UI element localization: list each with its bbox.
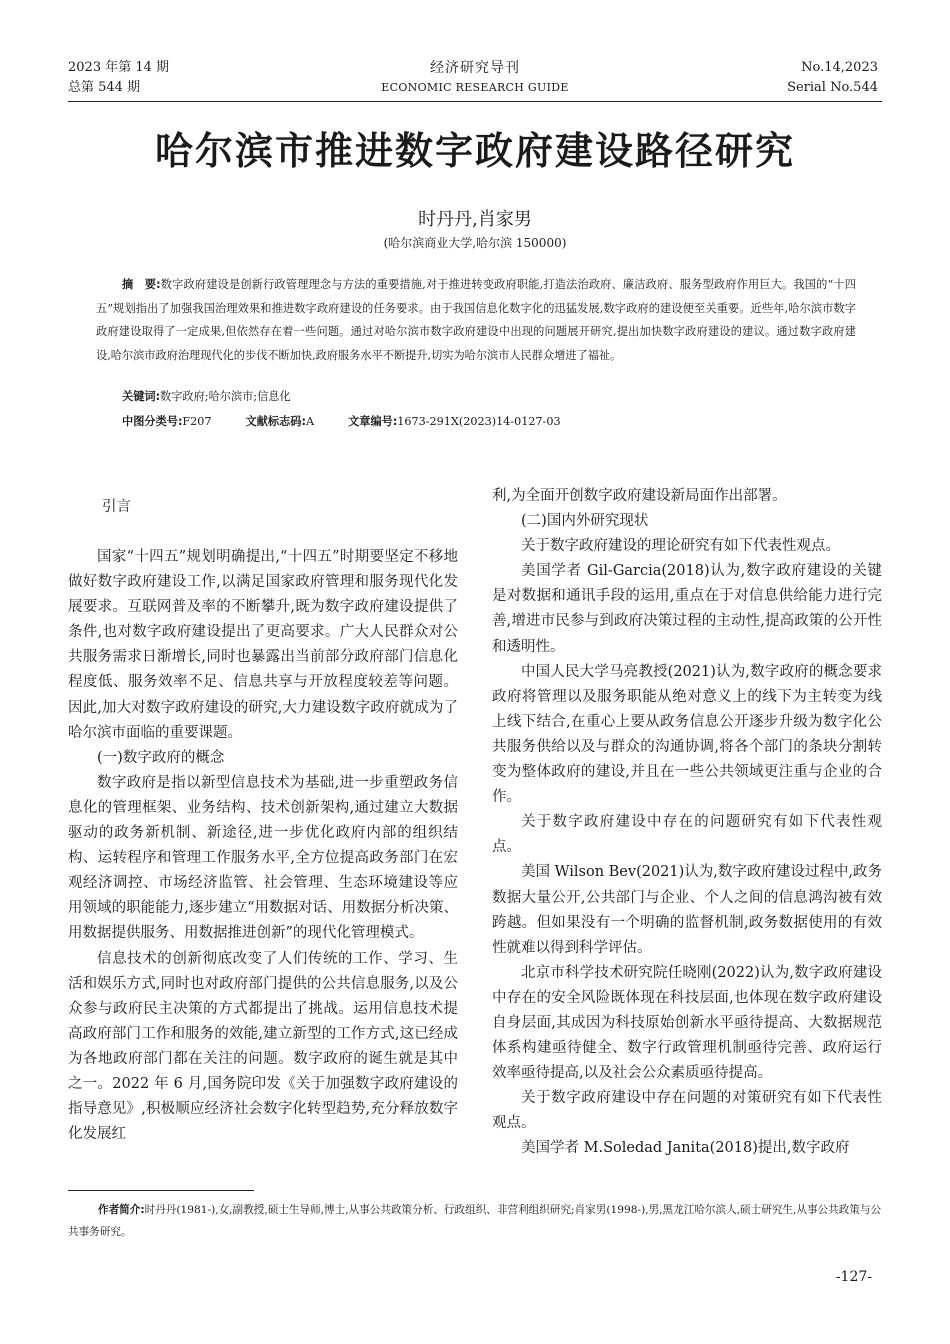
issue-number: 2023 年第 14 期 (68, 60, 170, 75)
doc-code-label: 文献标志码: (245, 415, 306, 428)
footnote-label: 作者简介: (98, 1204, 145, 1216)
classification-line (122, 413, 561, 429)
subsection-heading: (二)国内外研究现状 (521, 513, 649, 530)
paragraph: 北京市科学技术研究院任晓刚(2022)认为,数字政府建设中存在的安全风险既体现在科技层面,也体现在数字政府建设自身层面,其成因为科技原始创新水平亟待提高、大数据规范体系构建亟待健全、数字行政管理机制亟待完善、政府运行效率亟待提高,以及社会公众素质亟待提高。 (492, 964, 882, 1082)
paragraph: 数字政府是指以新型信息技术为基础,进一步重塑政务信息化的管理框架、业务结构、技术创新架构,通过建立大数据驱动的政务新机制、新途径,进一步优化政府内部的组织结构、运转程序和管理工作服务水平,全方位提高政务部门在宏观经济调控、市场经济监管、社会管理、生态环境建设等应用领域的职能能力,逐步建立“用数据对话、用数据分析决策、用数据提供服务、用数据推进创新”的现代化管理模式。 (68, 774, 458, 942)
paragraph: 美国 Wilson Bev(2021)认为,数字政府建设过程中,政务数据大量公开,公共部门与企业、个人之间的信息鸿沟被有效跨越。但如果没有一个明确的监督机制,政务数据使用的有效性就难以得到科学评估。 (492, 864, 883, 956)
abstract-text: 数字政府建设是创新行政管理理念与方法的重要措施,对于推进转变政府职能,打造法治政府、廉洁政府、服务型政府作用巨大。我国的“十四五”规划指出了加强我国治理效果和推进数字政府建设的任务要求。由于我国信息化数字化的迅猛发展,数字政府的建设便至关重要。近些年,哈尔滨市数字政府建设取得了一定成果,但依然存在着一些问题。通过对哈尔滨市数字政府建设中出现的问题展开研究,提出加快数字政府建设的建议。通过数字政府建设,哈尔滨市政府治理现代化的步伐不断加快,政府服务水平不断提升,切实为哈尔滨市人民群众增进了福祉。 (96, 278, 856, 362)
article-title: 哈尔滨市推进数字政府建设路径研究 (154, 129, 795, 173)
paragraph: 关于数字政府建设的理论研究有如下代表性观点。 (521, 538, 840, 555)
keywords-text: 数字政府;哈尔滨市;信息化 (160, 390, 291, 403)
authors: 时丹丹,肖家男 (418, 209, 532, 230)
page-number: -127- (835, 1269, 872, 1285)
paragraph-continued: 利,为全面开创数字政府建设新局面作出部署。 (492, 488, 787, 504)
header-divider (68, 101, 882, 102)
serial-number-en: Serial No.544 (787, 80, 878, 95)
paragraph: 关于数字政府建设中存在的问题研究有如下代表性观点。 (492, 814, 882, 856)
footnote-divider (68, 1190, 254, 1191)
article-id-label: 文章编号: (348, 415, 398, 428)
paragraph: 国家“十四五”规划明确提出,“十四五”时期要坚定不移地做好数字政府建设工作,以满足国家政府管理和服务现代化发展要求。互联网普及率的不断攀升,既为数字政府建设提供了条件,也对数字政府建设提出了更高要求。广大人民群众对公共服务需求日渐增长,同时也暴露出当前部分政府部门信息化程度低、服务效率不足、信息共享与开放程度较差等问题。因此,加大对数字政府建设的研究,大力建设数字政府就成为了哈尔滨市面临的重要课题。 (68, 549, 458, 741)
footnote-text: 时丹丹(1981-),女,副教授,硕士生导师,博士,从事公共政策分析、行政组织、非营利组织研究;肖家男(1998-),男,黑龙江哈尔滨人,硕士研究生,从事公共政策与公共事务研究。 (68, 1204, 882, 1238)
journal-name-en: ECONOMIC RESEARCH GUIDE (381, 81, 569, 94)
section-heading-introduction: 引言 (102, 499, 131, 515)
keywords-label: 关键词: (122, 390, 161, 403)
affiliation: (哈尔滨商业大学,哈尔滨 150000) (383, 236, 567, 250)
paragraph: 关于数字政府建设中存在问题的对策研究有如下代表性观点。 (492, 1090, 882, 1132)
doc-code-value: A (305, 415, 315, 428)
left-column (68, 545, 458, 1147)
article-id-value: 1673-291X(2023)14-0127-03 (397, 415, 561, 428)
abstract-label: 摘 要: (122, 278, 161, 291)
keywords (122, 388, 291, 404)
author-footnote (68, 1199, 882, 1243)
paragraph: 中国人民大学马亮教授(2021)认为,数字政府的概念要求政府将管理以及服务职能从绝对意义上的线下为主转变为线上线下结合,在重心上要从政务信息公开逐步升级为数字化公共服务供给以及与群众的沟通协调,将各个部门的条块分割转变为整体政府的建设,并且在一些公共领域更注重与企业的合作。 (492, 663, 882, 806)
abstract (96, 273, 856, 367)
total-issue-number: 总第 544 期 (68, 80, 141, 95)
clc-label: 中图分类号: (122, 415, 183, 428)
paragraph: 信息技术的创新彻底改变了人们传统的工作、学习、生活和娱乐方式,同时也对政府部门提供的公共信息服务,以及公众参与政府民主决策的方式都提出了挑战。运用信息技术提高政府部门工作和服务的效能,建立新型的工作方式,这已经成为各地政府部门都在关注的问题。数字政府的诞生就是其中之一。2022 年 6 月,国务院印发《关于加强数字政府建设的指导意见》,积极顺应经济社会数字化转型趋势,充分释放数字化发展红 (68, 950, 458, 1143)
serial-info (787, 58, 878, 98)
subsection-heading: (一)数字政府的概念 (97, 749, 225, 766)
issue-number-en: No.14,2023 (801, 60, 878, 75)
paragraph: 美国学者 Gil-Garcia(2018)认为,数字政府建设的关键是对数据和通讯手段的运用,重点在于对信息供给能力进行完善,增进市民参与到政府决策过程的主动性,提高政策的公开性和透明性。 (492, 563, 882, 655)
right-column (492, 484, 882, 1162)
clc-value: F207 (182, 415, 212, 428)
journal-name-cn: 经济研究导刊 (430, 60, 520, 76)
paragraph: 美国学者 M.Soledad Janita(2018)提出,数字政府 (521, 1140, 850, 1157)
